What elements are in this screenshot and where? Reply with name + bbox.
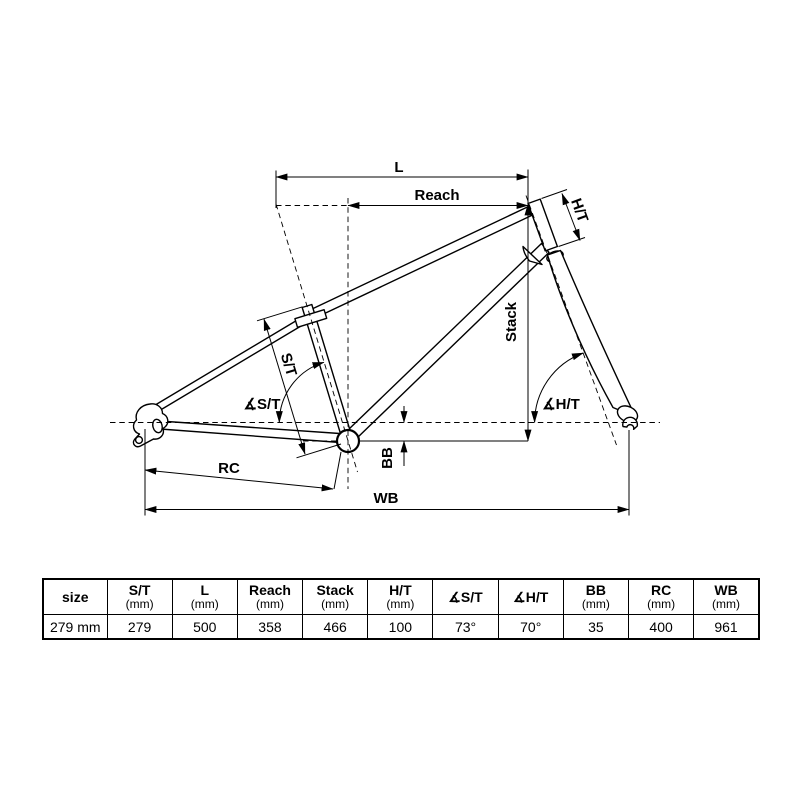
header-wb [694,579,759,615]
header-stack [303,579,368,615]
header-unit: (mm) [712,597,741,612]
value-bb: 35 [563,615,628,640]
header-label: S/T [128,582,151,599]
chain-stay [160,421,341,443]
label-angle-st: ∡S/T [243,396,281,413]
value-rc: 400 [629,615,694,640]
header-unit: (mm) [647,597,676,612]
label-rc: RC [218,460,240,477]
value-wb: 961 [694,615,759,640]
table-header-row [43,579,759,615]
head-tube [528,199,557,251]
geometry-table-wrap [42,578,758,640]
bike-frame [133,199,640,452]
header-l [172,579,237,615]
header-bb [563,579,628,615]
header-unit: (mm) [190,597,219,612]
geometry-table [42,578,760,640]
value-reach: 358 [237,615,302,640]
header-unit: (mm) [125,597,154,612]
value-size: 279 mm [43,615,107,640]
header-label: ∡S/T [448,588,483,605]
st-extension-bottom [297,444,342,458]
label-stack: Stack [503,301,520,343]
label-reach: Reach [414,187,460,204]
header-ht [368,579,433,615]
fork-blade [548,251,636,418]
derailleur-hanger-hole [136,437,143,444]
rc-extension-right [334,452,341,489]
value-st: 279 [107,615,172,640]
header-label: L [200,582,210,599]
header-angle-ht [498,579,563,615]
label-wb: WB [373,490,399,507]
header-reach [237,579,302,615]
label-bb: BB [379,447,396,469]
header-unit: (mm) [255,597,284,612]
ht-extension-bottom [559,238,586,247]
label-ht: H/T [567,196,592,225]
value-l: 500 [172,615,237,640]
label-st: S/T [276,351,300,379]
value-angle-ht: 70° [498,615,563,640]
table-data-row [43,615,759,640]
header-unit: (mm) [581,597,610,612]
header-label: WB [714,582,738,599]
header-label: ∡H/T [513,588,549,605]
header-label: Stack [316,582,354,599]
header-unit: (mm) [386,597,415,612]
header-angle-st [433,579,498,615]
header-label: Reach [248,582,291,599]
front-axle-slot [623,417,638,429]
label-l: L [394,159,404,176]
header-label: RC [650,582,672,599]
header-label: size [62,588,89,605]
header-label: H/T [389,582,412,599]
value-ht: 100 [368,615,433,640]
header-st [107,579,172,615]
header-label: BB [585,582,607,599]
header-unit: (mm) [321,597,350,612]
label-angle-ht: ∡H/T [542,396,580,413]
value-stack: 466 [303,615,368,640]
value-angle-st: 73° [433,615,498,640]
header-size [43,579,107,615]
header-rc [629,579,694,615]
